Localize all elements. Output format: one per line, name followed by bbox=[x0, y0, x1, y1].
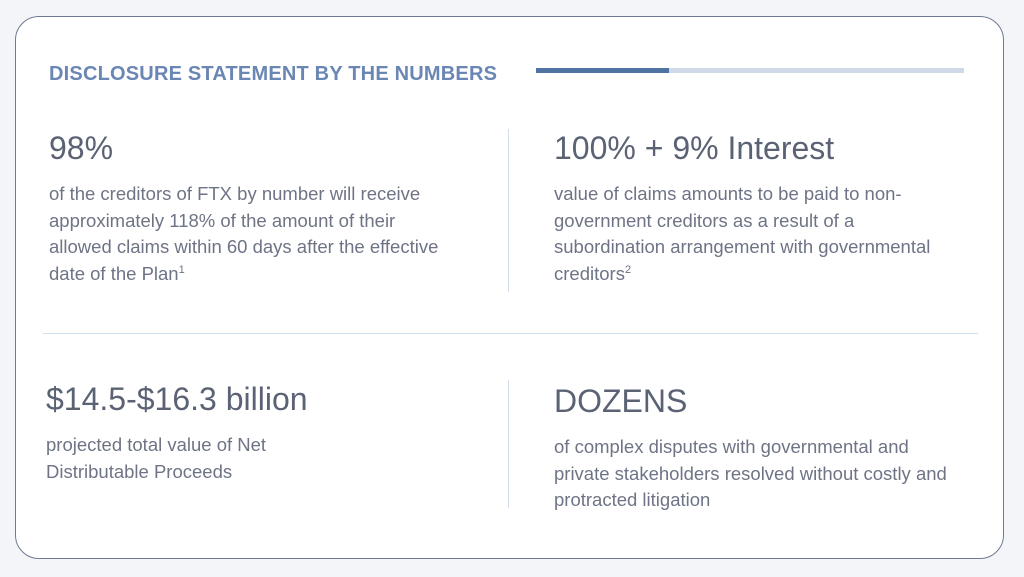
stat-value: DOZENS bbox=[554, 383, 688, 419]
stat-description bbox=[554, 181, 954, 287]
stat-proceeds-value bbox=[46, 380, 346, 485]
section-header bbox=[49, 59, 964, 89]
disclosure-card bbox=[15, 16, 1004, 559]
row-divider bbox=[43, 333, 978, 334]
footnote-marker: 1 bbox=[178, 263, 185, 276]
column-divider-bottom bbox=[508, 380, 509, 508]
stat-value: $14.5-$16.3 billion bbox=[46, 381, 308, 417]
stat-description-text: value of claims amounts to be paid to non-government creditors as a result of a subordination arrangement with governmental creditors bbox=[554, 183, 931, 284]
stat-description bbox=[46, 432, 346, 485]
section-title: DISCLOSURE STATEMENT BY THE NUMBERS bbox=[49, 63, 498, 85]
stat-claims-value bbox=[554, 129, 954, 287]
stat-description-text: projected total value of Net Distributable Proceeds bbox=[46, 434, 267, 482]
stat-value: 98% bbox=[49, 130, 114, 166]
stat-description-text: of complex disputes with governmental and private stakeholders resolved without costly and protracted litigation bbox=[554, 436, 947, 510]
header-rule-accent bbox=[536, 68, 669, 73]
stat-creditors-percentage bbox=[49, 129, 449, 287]
footnote-marker: 2 bbox=[624, 263, 632, 276]
stat-description bbox=[49, 181, 449, 287]
stat-description-text: of the creditors of FTX by number will receive approximately 118% of the amount of their allowed claims within 60 days after the effective date of the Plan bbox=[49, 183, 439, 284]
stat-disputes-resolved bbox=[554, 382, 964, 514]
header-rule bbox=[536, 68, 964, 73]
stat-description bbox=[554, 434, 964, 514]
column-divider-top bbox=[508, 129, 509, 292]
stat-value: 100% + 9% Interest bbox=[554, 130, 835, 166]
